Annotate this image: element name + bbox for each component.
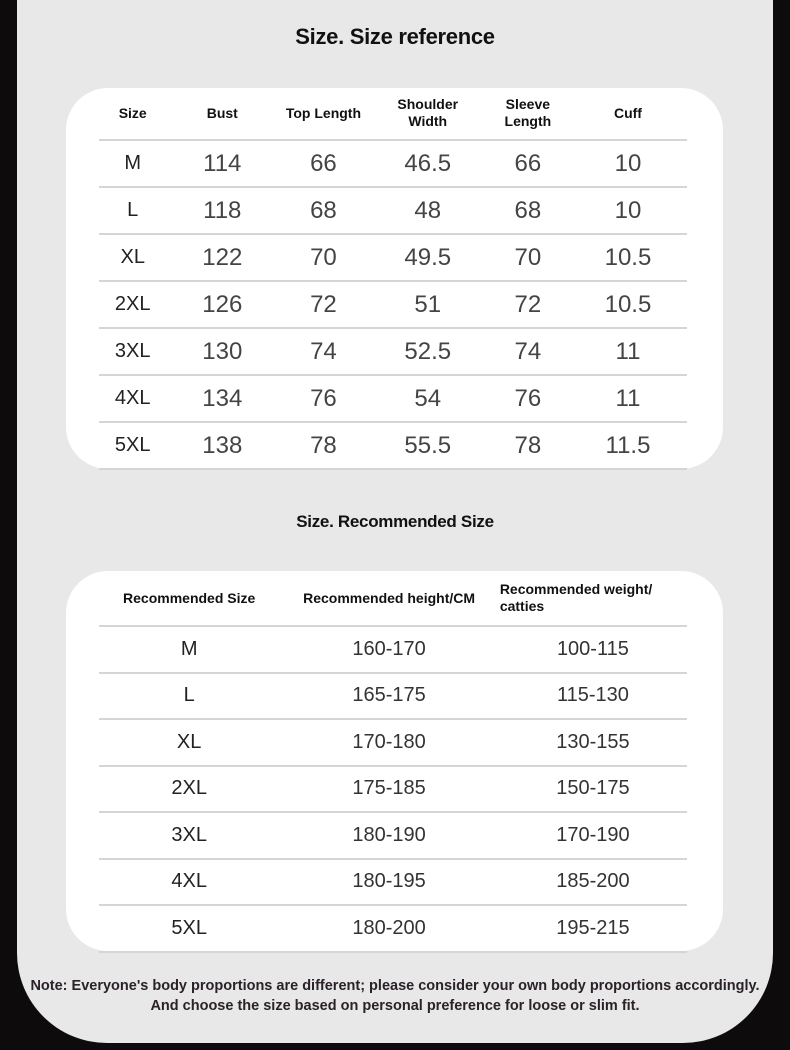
cell-height: 175-185 [279, 766, 498, 813]
header-size: Size [118, 104, 147, 121]
cell-weight: 100-115 [499, 626, 687, 673]
cell-shoulder-width: 55.5 [369, 422, 487, 469]
header-sleeve-length: Sleeve Length [504, 96, 552, 129]
cell-sleeve-length: 78 [487, 422, 569, 469]
cell-cuff: 11.5 [569, 422, 687, 469]
cell-height: 180-200 [279, 905, 498, 952]
table-row [99, 812, 687, 859]
cell-bust: 114 [166, 140, 278, 187]
recommended-size-table [99, 571, 687, 953]
note-line-1: Note: Everyone's body proportions are different; please consider your own body proportions accordingly. [30, 978, 760, 994]
size-reference-card [66, 88, 723, 469]
table-row [99, 187, 687, 234]
cell-cuff: 10 [569, 187, 687, 234]
cell-shoulder-width: 54 [369, 375, 487, 422]
header-recommended-size: Recommended Size [123, 589, 256, 606]
cell-top-length: 74 [278, 328, 369, 375]
recommended-size-title: Size. Recommended Size [296, 512, 494, 531]
cell-size: XL [99, 719, 279, 766]
note-line-2: And choose the size based on personal preference for loose or slim fit. [150, 998, 640, 1014]
header-recommended-weight: Recommended weight/ catties [499, 581, 653, 614]
cell-cuff: 11 [569, 328, 687, 375]
table-row [99, 626, 687, 673]
size-reference-table [99, 88, 687, 470]
cell-shoulder-width: 52.5 [369, 328, 487, 375]
cell-shoulder-width: 51 [369, 281, 487, 328]
cell-height: 165-175 [279, 673, 498, 720]
cell-height: 180-190 [279, 812, 498, 859]
cell-top-length: 72 [278, 281, 369, 328]
header-shoulder-width: Shoulder Width [397, 96, 459, 129]
cell-sleeve-length: 74 [487, 328, 569, 375]
cell-weight: 185-200 [499, 859, 687, 906]
table-row [99, 859, 687, 906]
header-recommended-height: Recommended height/CM [303, 589, 476, 606]
cell-size: L [99, 187, 166, 234]
cell-sleeve-length: 68 [487, 187, 569, 234]
cell-bust: 118 [166, 187, 278, 234]
cell-cuff: 10.5 [569, 281, 687, 328]
cell-top-length: 76 [278, 375, 369, 422]
cell-cuff: 10.5 [569, 234, 687, 281]
table-row [99, 422, 687, 469]
cell-shoulder-width: 48 [369, 187, 487, 234]
cell-bust: 126 [166, 281, 278, 328]
recommended-size-card [66, 571, 723, 951]
cell-size: L [99, 673, 279, 720]
cell-size: 4XL [99, 375, 166, 422]
table-row [99, 673, 687, 720]
cell-size: M [99, 626, 279, 673]
size-reference-title: Size. Size reference [295, 24, 495, 49]
cell-weight: 115-130 [499, 673, 687, 720]
cell-size: 3XL [99, 328, 166, 375]
cell-height: 160-170 [279, 626, 498, 673]
cell-size: M [99, 140, 166, 187]
cell-weight: 170-190 [499, 812, 687, 859]
header-bust: Bust [206, 104, 238, 121]
cell-top-length: 68 [278, 187, 369, 234]
cell-shoulder-width: 46.5 [369, 140, 487, 187]
table-header-row [99, 88, 687, 140]
cell-bust: 138 [166, 422, 278, 469]
cell-cuff: 11 [569, 375, 687, 422]
cell-size: 2XL [99, 766, 279, 813]
cell-weight: 150-175 [499, 766, 687, 813]
cell-bust: 122 [166, 234, 278, 281]
cell-sleeve-length: 72 [487, 281, 569, 328]
cell-shoulder-width: 49.5 [369, 234, 487, 281]
table-row [99, 766, 687, 813]
header-cuff: Cuff [613, 104, 642, 121]
cell-bust: 134 [166, 375, 278, 422]
cell-top-length: 66 [278, 140, 369, 187]
cell-size: 2XL [99, 281, 166, 328]
table-row [99, 905, 687, 952]
cell-cuff: 10 [569, 140, 687, 187]
table-row [99, 281, 687, 328]
size-chart-panel [17, 0, 773, 1043]
table-row [99, 234, 687, 281]
table-row [99, 719, 687, 766]
header-top-length: Top Length [285, 104, 362, 121]
table-header-row [99, 571, 687, 626]
cell-top-length: 70 [278, 234, 369, 281]
cell-size: 5XL [99, 422, 166, 469]
cell-bust: 130 [166, 328, 278, 375]
table-row [99, 375, 687, 422]
cell-weight: 195-215 [499, 905, 687, 952]
cell-top-length: 78 [278, 422, 369, 469]
cell-weight: 130-155 [499, 719, 687, 766]
cell-sleeve-length: 70 [487, 234, 569, 281]
table-row [99, 328, 687, 375]
cell-height: 180-195 [279, 859, 498, 906]
fit-note [17, 976, 773, 1016]
table-row [99, 140, 687, 187]
cell-size: 4XL [99, 859, 279, 906]
cell-size: 5XL [99, 905, 279, 952]
cell-sleeve-length: 76 [487, 375, 569, 422]
cell-height: 170-180 [279, 719, 498, 766]
cell-sleeve-length: 66 [487, 140, 569, 187]
cell-size: 3XL [99, 812, 279, 859]
cell-size: XL [99, 234, 166, 281]
